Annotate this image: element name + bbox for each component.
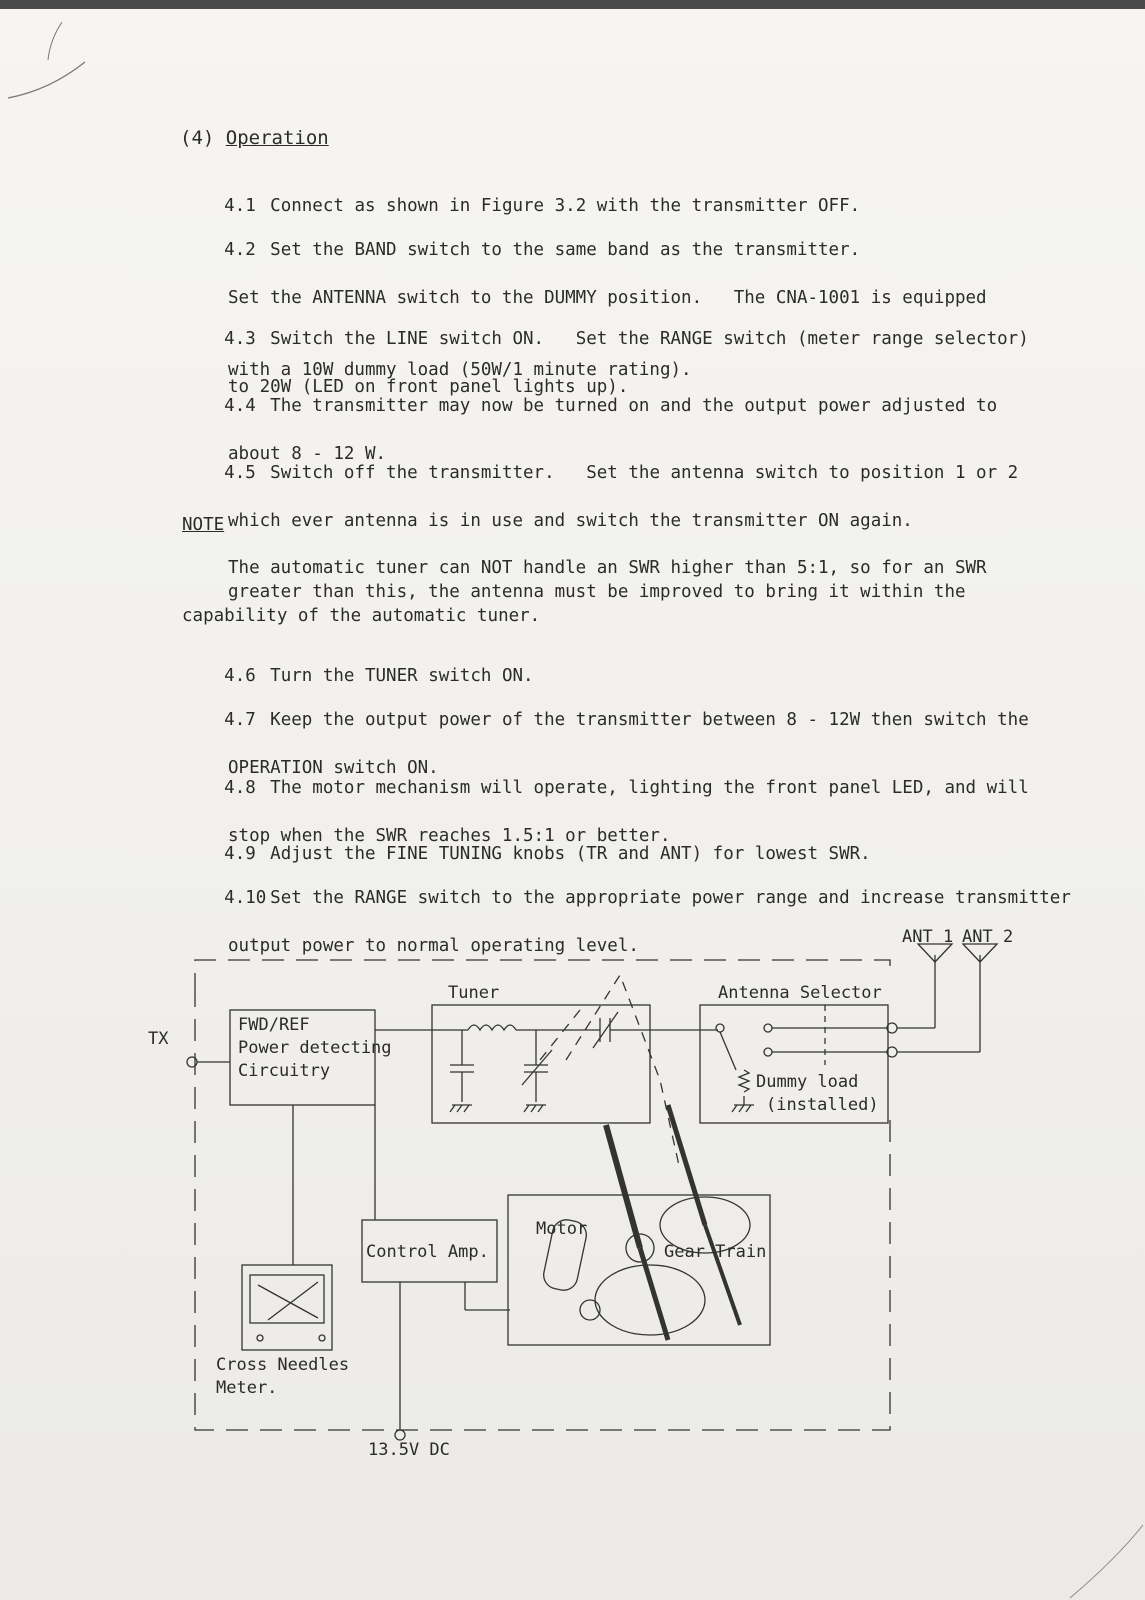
step-text-continued: Set the ANTENNA switch to the DUMMY position. The CNA-1001 is equipped (228, 288, 987, 308)
page-corner-fold (0, 0, 100, 110)
step-text: Set the BAND switch to the same band as the transmitter. (270, 240, 861, 260)
step-number: 4.9 (224, 844, 256, 864)
step-text-continued: output power to normal operating level. (228, 936, 639, 956)
step-text-continued: about 8 - 12 W. (228, 444, 387, 464)
step-text: Adjust the FINE TUNING knobs (TR and ANT) for lowest SWR. (270, 844, 871, 864)
step-text: Set the RANGE switch to the appropriate power range and increase transmitter (270, 888, 1071, 908)
step-text-continued: stop when the SWR reaches 1.5:1 or better. (228, 826, 671, 846)
step-number: 4.4 (224, 396, 256, 416)
note-line: greater than this, the antenna must be improved to bring it within the (228, 582, 966, 602)
mechanism-box (508, 1195, 770, 1345)
step-text-continued: to 20W (LED on front panel lights up). (228, 377, 629, 397)
step-text: The motor mechanism will operate, lighting the front panel LED, and will (270, 778, 1029, 798)
step-text: Turn the TUNER switch ON. (270, 666, 534, 686)
cross-needles-label: Cross Needles (216, 1355, 350, 1375)
step-text: Switch the LINE switch ON. Set the RANGE switch (meter range selector) (270, 329, 1029, 349)
section-heading (180, 127, 329, 149)
step-text-continued: OPERATION switch ON. (228, 758, 439, 778)
power-detecting-label: Power detecting (238, 1038, 392, 1058)
page-curl (1025, 1520, 1145, 1600)
step-number: 4.6 (224, 666, 256, 686)
supply-connector (395, 1430, 405, 1440)
step-number: 4.3 (224, 329, 256, 349)
section-title: Operation (225, 127, 329, 149)
section-number: (4) (180, 127, 226, 149)
gear-train-label: Gear Train (664, 1242, 767, 1262)
note-body (182, 556, 1062, 628)
step-number: 4.1 (224, 196, 256, 216)
tx-label: TX (148, 1029, 169, 1049)
fwd-ref-label: FWD/REF (238, 1015, 310, 1035)
step-text: Connect as shown in Figure 3.2 with the transmitter OFF. (270, 196, 861, 216)
tuner-label: Tuner (448, 983, 500, 1003)
control-amp-label: Control Amp. (366, 1242, 489, 1262)
circuitry-label: Circuitry (238, 1061, 331, 1081)
step-text-continued: which ever antenna is in use and switch the transmitter ON again. (228, 511, 913, 531)
dummy-load-label: Dummy load (756, 1072, 859, 1092)
step-text-continued: with a 10W dummy load (50W/1 minute rating). (228, 360, 692, 380)
note-heading: NOTE (182, 515, 225, 535)
ant2-label: ANT 2 (962, 927, 1014, 947)
step-number: 4.10 (224, 888, 267, 908)
step-number: 4.7 (224, 710, 256, 730)
tuner-coil (468, 1025, 516, 1030)
step-text: Keep the output power of the transmitter between 8 - 12W then switch the (270, 710, 1029, 730)
step-number: 4.8 (224, 778, 256, 798)
supply-label: 13.5V DC (368, 1440, 450, 1460)
step-number: 4.2 (224, 240, 256, 260)
ant1-label: ANT 1 (902, 927, 954, 947)
motor-label: Motor (536, 1219, 588, 1239)
block-diagram (0, 920, 1145, 1560)
antenna-selector-label: Antenna Selector (718, 983, 882, 1003)
scan-top-edge (0, 0, 1145, 9)
step-text: The transmitter may now be turned on and the output power adjusted to (270, 396, 998, 416)
step-number: 4.5 (224, 463, 256, 483)
step-text: Switch off the transmitter. Set the antenna switch to position 1 or 2 (270, 463, 1019, 483)
note-line: The automatic tuner can NOT handle an SWR higher than 5:1, so for an SWR (228, 558, 987, 578)
meter-label: Meter. (216, 1378, 278, 1398)
installed-label: (installed) (766, 1095, 879, 1115)
note-line: capability of the automatic tuner. (182, 606, 541, 626)
